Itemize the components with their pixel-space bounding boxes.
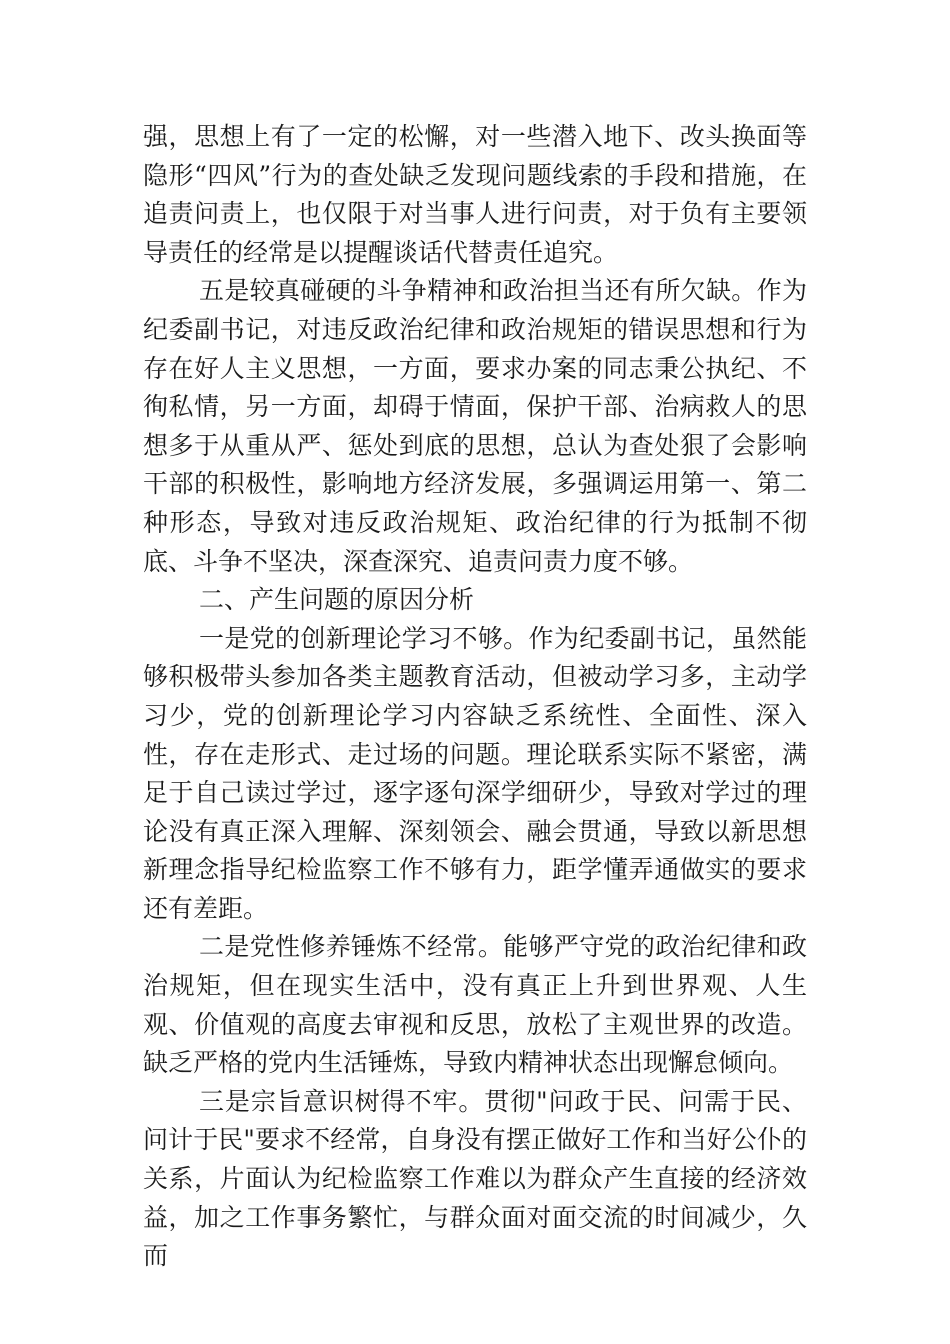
paragraph-cause-one: 一是党的创新理论学习不够。作为纪委副书记，虽然能够积极带头参加各类主题教育活动，但被动学习多，主动学习少，党的创新理论学习内容缺乏系统性、全面性、深入性，存在走形式、走过场的问题。理论联系实际不紧密，满足于自己读过学过，逐字逐句深学细研少，导致对学过的理论没有真正深入理解、深刻领会、融会贯通，导致以新思想新理念指导纪检监察工作不够有力，距学懂弄通做实的要求还有差距。	[143, 623, 807, 923]
document-body	[143, 118, 807, 1276]
paragraph-cause-three: 三是宗旨意识树得不牢。贯彻"问政于民、问需于民、问计于民"要求不经常，自身没有摆正做好工作和当好公仆的关系，片面认为纪检监察工作难以为群众产生直接的经济效益，加之工作事务繁忙，与群众面对面交流的时间减少，久而	[143, 1086, 807, 1271]
paragraph-point-five: 五是较真碰硬的斗争精神和政治担当还有所欠缺。作为纪委副书记，对违反政治纪律和政治规矩的错误思想和行为存在好人主义思想，一方面，要求办案的同志秉公执纪、不徇私情，另一方面，却碍于情面，保护干部、治病救人的思想多于从重从严、惩处到底的思想，总认为查处狠了会影响干部的积极性，影响地方经济发展，多强调运用第一、第二种形态，导致对违反政治规矩、政治纪律的行为抵制不彻底、斗争不坚决，深查深究、追责问责力度不够。	[143, 276, 807, 576]
paragraph-cause-two: 二是党性修养锤炼不经常。能够严守党的政治纪律和政治规矩，但在现实生活中，没有真正上升到世界观、人生观、价值观的高度去审视和反思，放松了主观世界的改造。缺乏严格的党内生活锤炼，导致内精神状态出现懈怠倾向。	[143, 932, 807, 1078]
section-heading-causes: 二、产生问题的原因分析	[199, 585, 475, 615]
paragraph-continuation: 强，思想上有了一定的松懈，对一些潜入地下、改头换面等隐形“四风”行为的查处缺乏发现问题线索的手段和措施，在追责问责上，也仅限于对当事人进行问责，对于负有主要领导责任的经常是以提醒谈话代替责任追究。	[143, 122, 807, 267]
